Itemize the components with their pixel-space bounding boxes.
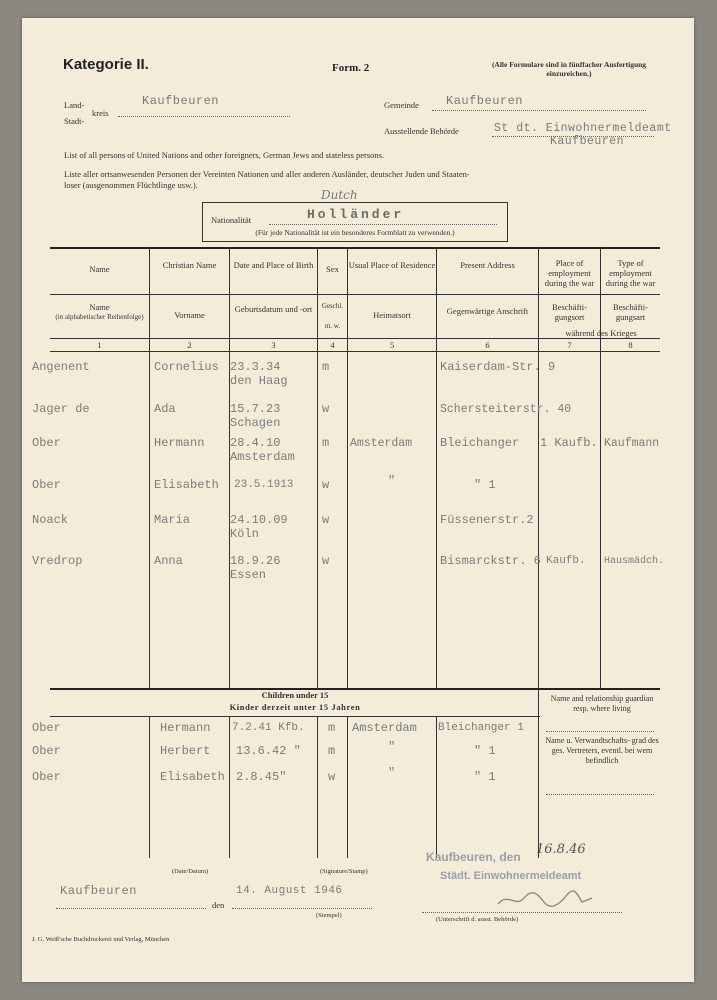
children-title-en: Children under 15	[261, 690, 329, 700]
col-header-de-sub-1: (in alphabetischer Reihenfolge)	[55, 313, 144, 321]
gemeinde-label: Gemeinde	[384, 100, 419, 110]
row-vorname: Ada	[154, 402, 176, 416]
stamp-office: Städt. Einwohnermeldeamt	[440, 870, 582, 882]
child-col-divider-3	[317, 716, 318, 858]
row-name: Angenent	[32, 360, 90, 374]
header-bottom-rule	[50, 351, 660, 352]
row-name: Noack	[32, 513, 69, 527]
row-work-place: 1 Kaufb.	[540, 436, 598, 450]
header-mid-rule	[50, 294, 660, 295]
row-name: Ober	[32, 436, 61, 450]
nationality-label: Nationalität	[211, 215, 252, 225]
col-header-en-7: Place of employment during the war	[544, 258, 595, 288]
row-address: Kaiserdam-Str. 9	[440, 360, 556, 374]
col-header-en-2: Christian Name	[162, 260, 217, 270]
child-name: Ober	[32, 770, 61, 784]
col-header-de-7: Beschäfti- gungsort	[552, 302, 587, 322]
row-name: Ober	[32, 478, 61, 492]
signature	[458, 888, 608, 912]
row-vorname: Hermann	[154, 436, 205, 450]
child-vorname: Hermann	[160, 721, 211, 735]
guardian-dotline-2	[546, 794, 654, 795]
behoerde-label: Ausstellende Behörde	[384, 126, 459, 136]
child-sex: w	[328, 770, 336, 784]
col-header-de-1: Name	[89, 302, 110, 312]
child-address: " 1	[474, 744, 496, 758]
row-vorname: Elisabeth	[154, 478, 219, 492]
child-vorname: Herbert	[160, 744, 211, 758]
row-sex: w	[322, 402, 330, 416]
col-number-5: 5	[389, 340, 395, 350]
row-birth-place: Schagen	[230, 416, 281, 430]
col-number-1: 1	[97, 340, 102, 350]
child-col-divider-4	[347, 716, 348, 858]
child-address: " 1	[474, 770, 496, 784]
kreis-dotline	[118, 116, 290, 117]
guardian-header-en: Name and relationship guardian resp. where living	[550, 694, 654, 713]
col-header-en-8: Type of employment during the war	[605, 258, 656, 288]
form-sheet	[22, 18, 694, 982]
kreis-value: Kaufbeuren	[142, 94, 220, 108]
row-address: " 1	[474, 478, 496, 492]
place-value: Kaufbeuren	[60, 884, 138, 898]
nationality-box	[202, 188, 508, 242]
row-birth-date: 28.4.10	[230, 436, 281, 450]
col-number-8: 8	[628, 340, 633, 350]
children-guardian-divider	[538, 688, 539, 858]
row-birth-place: Köln	[230, 527, 259, 541]
page-title: Kategorie II.	[63, 56, 149, 73]
col-header-de-sub-4: m. w.	[324, 322, 341, 330]
row-sex: w	[322, 478, 330, 492]
col-number-4: 4	[330, 340, 335, 350]
behoerde-value-1: St dt. Einwohnermeldeamt	[494, 122, 672, 135]
intro-english: List of all persons of United Nations and other foreigners, German Jews and stateless persons.	[64, 150, 385, 160]
col-header-en-1: Name	[89, 264, 110, 274]
col-number-6: 6	[485, 340, 490, 350]
col-header-en-3: Date and Place of Birth	[233, 260, 314, 270]
children-title-de: Kinder derzeit unter 15 Jahren	[229, 702, 361, 712]
children-header-rule	[50, 716, 540, 717]
col-header-de-2: Vorname	[174, 310, 205, 320]
row-name: Vredrop	[32, 554, 83, 568]
child-residence: Amsterdam	[352, 721, 417, 735]
stadt-label: Stadt-	[64, 116, 85, 126]
col-number-7: 7	[567, 340, 572, 350]
guardian-dotline-1	[546, 731, 654, 732]
date-value: 14. August 1946	[236, 885, 343, 897]
signature-label: (Signature/Stamp)	[320, 868, 368, 875]
date-label: (Date/Datum)	[172, 868, 209, 875]
col-header-de-6: Gegenwärtige Anschrift	[446, 306, 529, 316]
stempel-label: (Stempel)	[316, 912, 342, 919]
den-label: den	[212, 900, 225, 910]
intro-german-2: loser (ausgenommen Flüchtlinge usw.).	[64, 180, 198, 190]
row-vorname: Anna	[154, 554, 183, 568]
kreis-label: kreis	[92, 108, 109, 118]
nationality-value: Holländer	[307, 207, 405, 222]
behoerde-dotline	[492, 136, 654, 137]
col-header-en-4: Sex	[326, 264, 339, 274]
guardian-header-de: Name u. Verwandtschafts- grad des ges. Vertreters, eventl. bei wem befindlich	[545, 736, 659, 765]
col-header-en-6: Present Address	[460, 260, 515, 270]
row-vorname: Maria	[154, 513, 191, 527]
nationality-handwritten: Dutch	[321, 188, 358, 202]
row-birth-place: Essen	[230, 568, 267, 582]
row-birth-date: 18.9.26	[230, 554, 281, 568]
nationality-note: (Für jede Nationalität ist ein besonderes Formblatt zu verwenden.)	[255, 228, 455, 237]
row-work-type: Hausmädch.	[604, 556, 665, 567]
col-header-de-8: Beschäfti- gungsart	[613, 302, 648, 322]
row-sex: m	[322, 436, 330, 450]
row-sex: w	[322, 554, 330, 568]
child-birth: 7.2.41 Kfb.	[232, 722, 305, 734]
col-header-de-4: Geschl.	[321, 302, 344, 310]
child-col-divider-5	[436, 716, 437, 858]
stamp-date: 16.8.46	[536, 842, 586, 857]
row-vorname: Cornelius	[154, 360, 219, 374]
child-sex: m	[328, 721, 336, 735]
signature-dotline	[422, 912, 622, 913]
child-residence: "	[388, 766, 396, 780]
child-residence: "	[388, 740, 396, 754]
table-top-rule	[50, 247, 660, 249]
row-birth-date: 15.7.23	[230, 402, 281, 416]
header-number-rule	[50, 338, 660, 339]
col-divider-3	[317, 247, 318, 689]
form-number: Form. 2	[332, 62, 370, 74]
intro-german-1: Liste aller ortsanwesenden Personen der Vereinten Nationen und aller anderen Ausländer, deutscher Juden und Staaten-	[64, 169, 470, 179]
printer-imprint: J. G. Weiß'sche Buchdruckerei und Verlag, München	[32, 936, 170, 943]
child-birth: 13.6.42 "	[236, 744, 301, 758]
date-dotline	[232, 908, 372, 909]
row-address: Schersteiterstr. 40	[440, 403, 572, 416]
land-label: Land-	[64, 100, 85, 110]
child-vorname: Elisabeth	[160, 770, 225, 784]
row-address: Bismarckstr. 6	[440, 554, 541, 568]
row-sex: w	[322, 513, 330, 527]
child-name: Ober	[32, 744, 61, 758]
col-header-de-5: Heimatsort	[373, 310, 411, 320]
row-sex: m	[322, 360, 330, 374]
row-residence: "	[388, 474, 396, 488]
row-birth-place: den Haag	[230, 374, 288, 388]
row-name: Jager de	[32, 402, 90, 416]
copies-note: (Alle Formulare sind in fünffacher Ausfertigung einzureichen.)	[491, 60, 647, 78]
child-birth: 2.8.45"	[236, 770, 287, 784]
row-birth-date: 24.10.09	[230, 513, 288, 527]
child-col-divider-2	[229, 716, 230, 858]
col-number-2: 2	[187, 340, 192, 350]
row-work-place: Kaufb.	[546, 555, 586, 567]
nationality-dotline	[269, 224, 497, 225]
place-dotline	[56, 908, 206, 909]
row-birth-date: 23.3.34	[230, 360, 281, 374]
kriegs-label: während des Krieges	[565, 328, 637, 338]
child-address: Bleichanger 1	[438, 722, 524, 734]
col-header-de-3: Geburtsdatum und -ort	[234, 304, 313, 314]
gemeinde-dotline	[432, 110, 646, 111]
unterschrift-label: (Unterschrift d. ausst. Behörde)	[436, 916, 519, 923]
behoerde-value-2: Kaufbeuren	[550, 135, 625, 148]
row-work-type: Kaufmann	[604, 437, 660, 450]
gemeinde-value: Kaufbeuren	[446, 94, 524, 108]
stamp-place: Kaufbeuren, den	[426, 850, 521, 864]
row-address: Bleichanger	[440, 436, 520, 450]
row-birth-date: 23.5.1913	[234, 479, 294, 491]
row-residence: Amsterdam	[350, 437, 413, 450]
row-birth-place: Amsterdam	[230, 450, 295, 464]
child-col-divider-1	[149, 716, 150, 858]
col-header-en-5: Usual Place of Residence	[348, 260, 436, 270]
row-address: Füssenerstr.2	[440, 513, 534, 527]
child-sex: m	[328, 744, 336, 758]
col-number-3: 3	[271, 340, 276, 350]
child-name: Ober	[32, 721, 61, 735]
